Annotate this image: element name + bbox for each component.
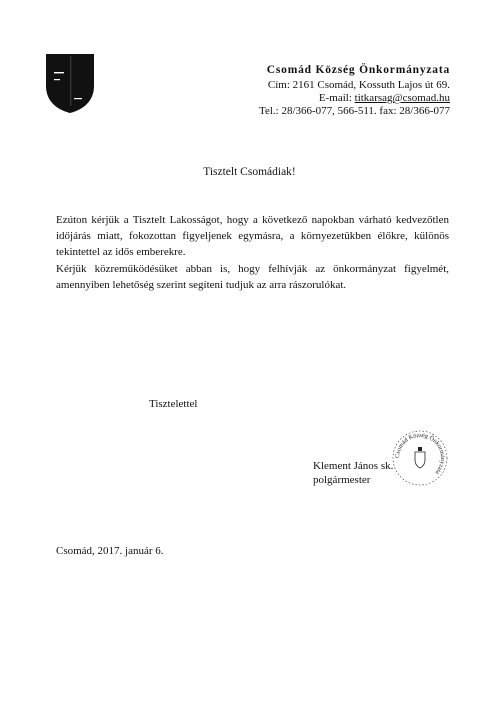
letter-date: Csomád, 2017. január 6.	[56, 545, 164, 557]
letterhead	[120, 64, 450, 118]
org-email	[120, 92, 450, 105]
official-seal-icon	[390, 428, 450, 488]
paragraph-1: Ezúton kérjük a Tisztelt Lakosságot, hogy a következő napokban várható kedvezőtlen időjárás miatt, fokozottan figyeljenek egymásra, a környezetükben élőkre, különös tekintettel az idős emberekre.	[56, 214, 449, 259]
signer-name: Klement János sk.	[313, 460, 394, 472]
svg-text:Csomád Község Önkormányzata	[394, 432, 446, 476]
paragraph-2: Kérjük közreműködésüket abban is, hogy felhívják az önkormányzat figyelmét, amennyiben lehetőség szerint segíteni tudjuk az arra rászorulókat.	[56, 262, 449, 291]
closing: Tisztelettel	[149, 398, 198, 410]
org-phone: Tel.: 28/366-077, 566-511. fax: 28/366-077	[259, 105, 450, 117]
org-address: Cím: 2161 Csomád, Kossuth Lajos út 69.	[267, 79, 450, 91]
coat-of-arms-icon	[44, 52, 96, 114]
email-link[interactable]: titkarsag@csomad.hu	[354, 92, 450, 104]
seal-text: Csomád Község Önkormányzata	[393, 431, 447, 476]
greeting: Tisztelt Csomádiak!	[203, 166, 296, 178]
signature-block	[313, 459, 393, 487]
org-name: Csomád Község Önkormányzata	[266, 64, 450, 76]
letter-body	[56, 212, 449, 293]
signer-title: polgármester	[313, 474, 371, 486]
email-label: E-mail:	[318, 92, 355, 104]
